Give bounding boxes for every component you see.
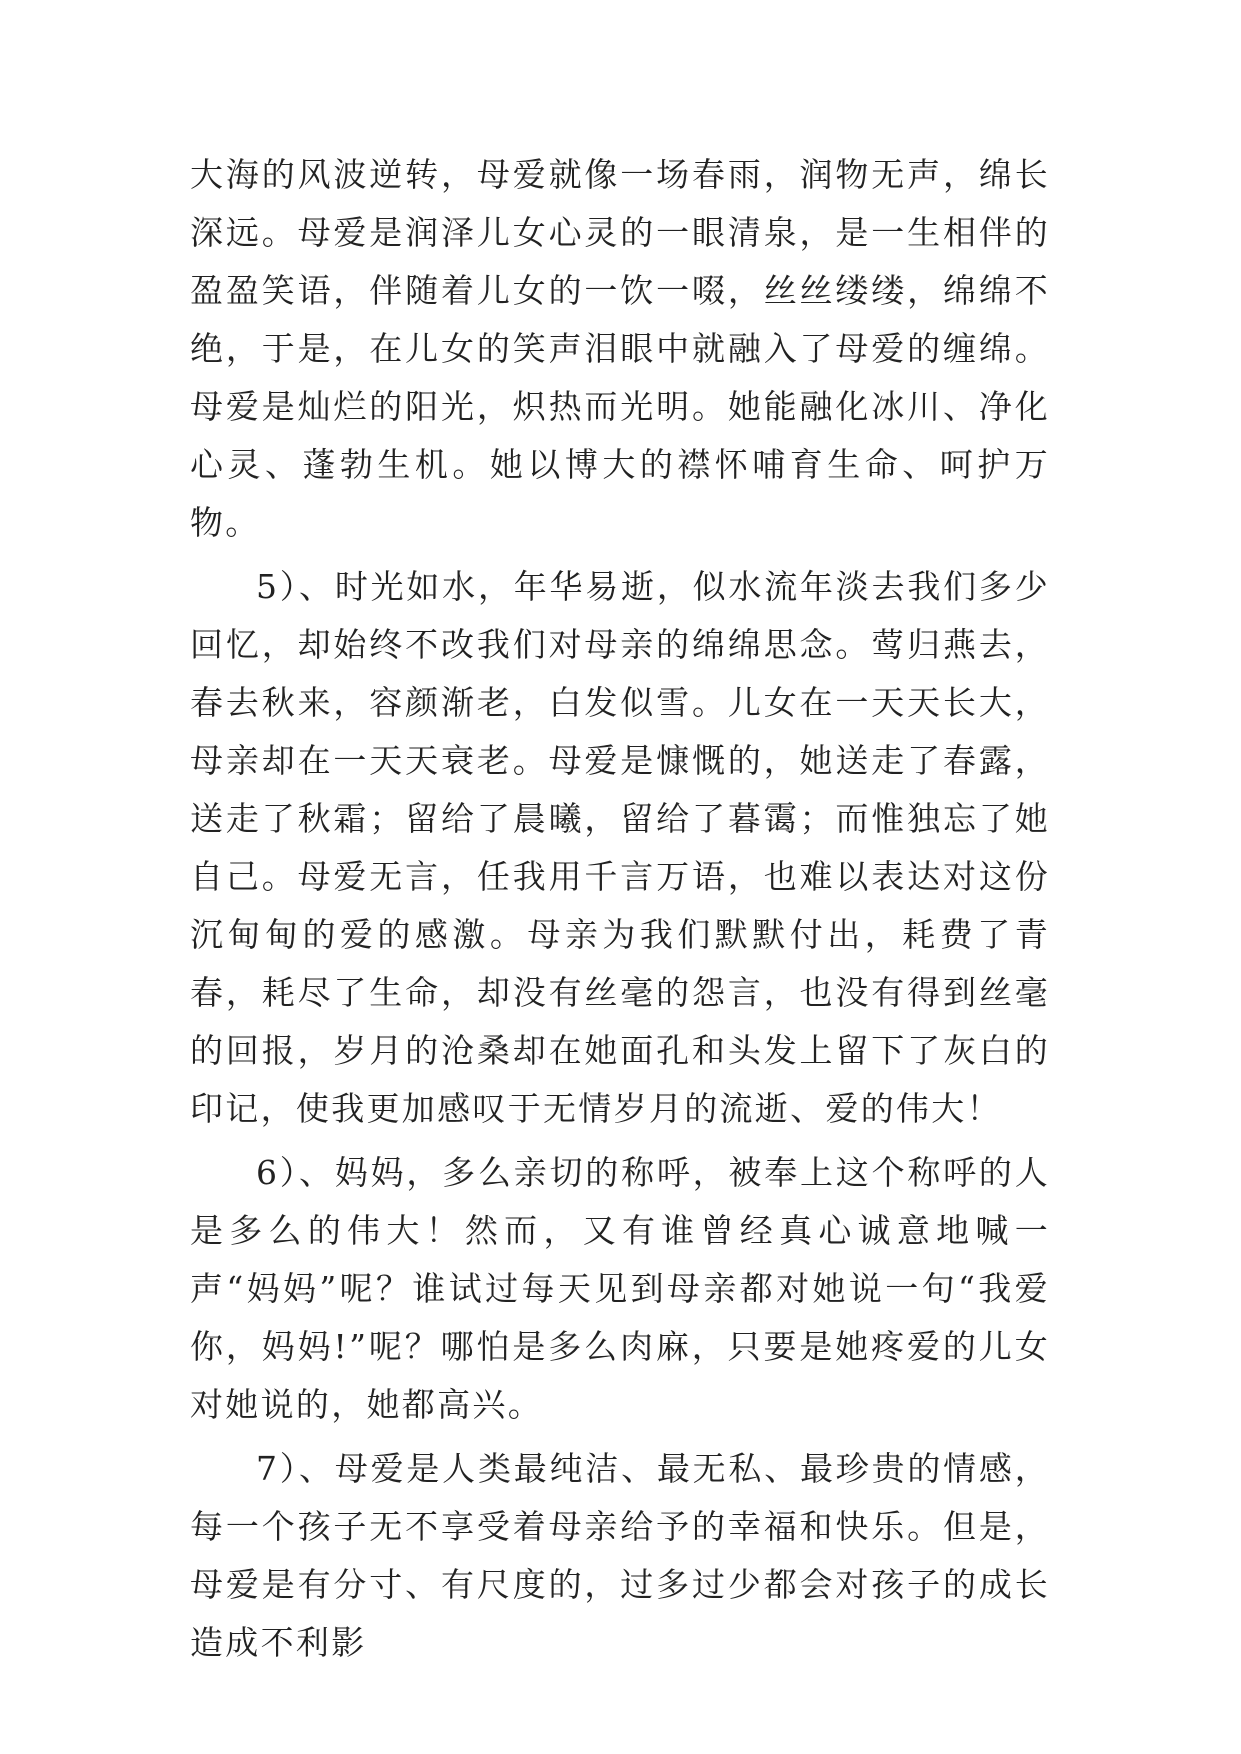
body-text: [190, 146, 1050, 1678]
paragraph-6: 6）、妈妈，多么亲切的称呼，被奉上这个称呼的人是多么的伟大！然而，又有谁曾经真心诚意地喊一声“妈妈”呢？谁试过每天见到母亲都对她说一句“我爱你，妈妈!”呢？哪怕是多么肉麻，只要是她疼爱的儿女对她说的，她都高兴。: [190, 1153, 1050, 1424]
paragraph-7: 7）、母爱是人类最纯洁、最无私、最珍贵的情感，每一个孩子无不享受着母亲给予的幸福和快乐。但是，母爱是有分寸、有尺度的，过多过少都会对孩子的成长造成不利影: [190, 1449, 1050, 1662]
paragraph-continuation: 大海的风波逆转，母爱就像一场春雨，润物无声，绵长深远。母爱是润泽儿女心灵的一眼清泉，是一生相伴的盈盈笑语，伴随着儿女的一饮一啜，丝丝缕缕，绵绵不绝，于是，在儿女的笑声泪眼中就融入了母爱的缠绵。母爱是灿烂的阳光，炽热而光明。她能融化冰川、净化心灵、蓬勃生机。她以博大的襟怀哺育生命、呵护万物。: [190, 155, 1050, 542]
paragraph-5: 5）、时光如水，年华易逝，似水流年淡去我们多少回忆，却始终不改我们对母亲的绵绵思念。莺归燕去，春去秋来，容颜渐老，白发似雪。儿女在一天天长大，母亲却在一天天衰老。母爱是慷慨的，她送走了春露，送走了秋霜；留给了晨曦，留给了暮霭；而惟独忘了她自己。母爱无言，任我用千言万语，也难以表达对这份沉甸甸的爱的感激。母亲为我们默默付出，耗费了青春，耗尽了生命，却没有丝毫的怨言，也没有得到丝毫的回报，岁月的沧桑却在她面孔和头发上留下了灰白的印记，使我更加感叹于无情岁月的流逝、爱的伟大！: [190, 567, 1050, 1128]
